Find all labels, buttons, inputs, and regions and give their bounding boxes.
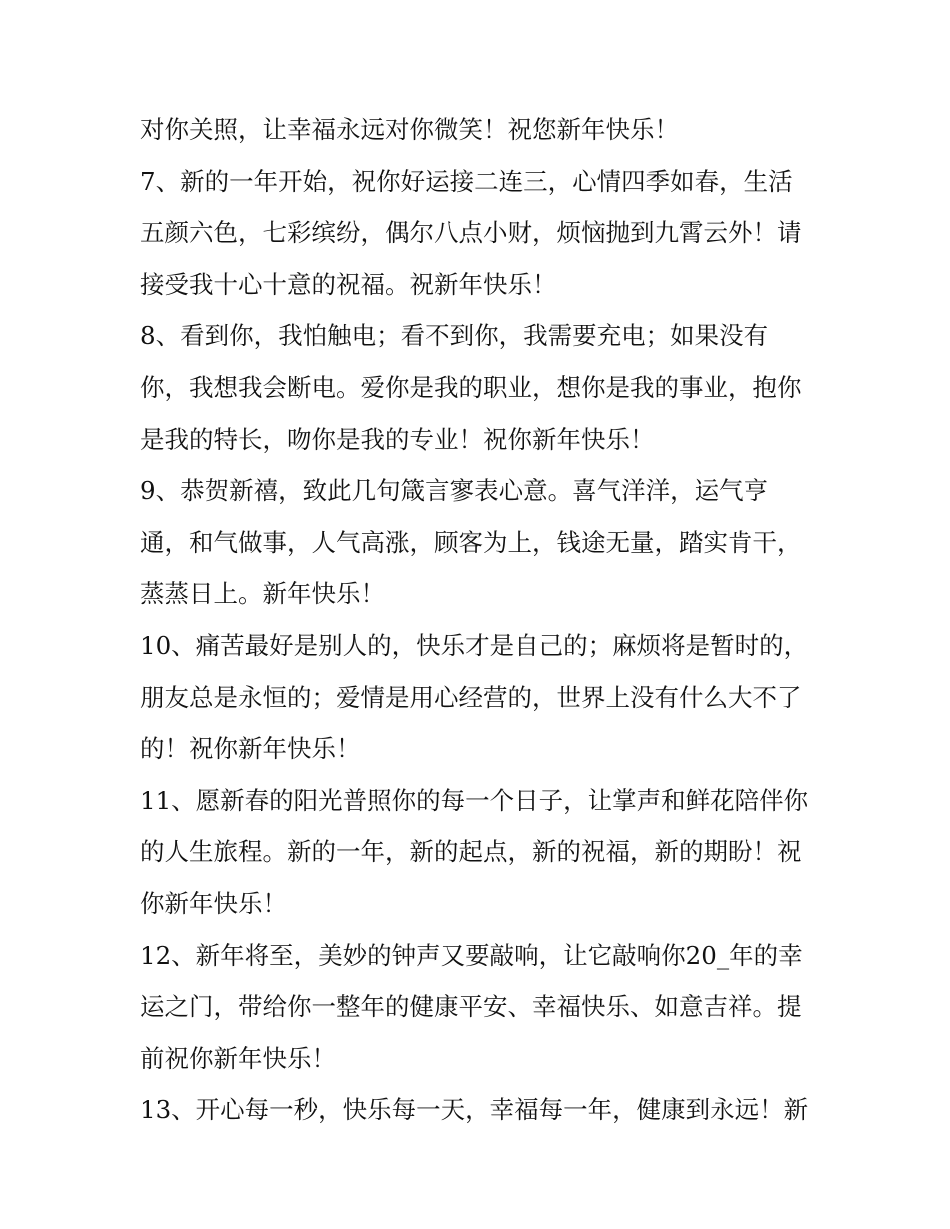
text-line: 你，我想我会断电。爱你是我的职业，想你是我的事业，抱你	[140, 372, 802, 402]
text-line: 接受我十心十意的祝福。祝新年快乐！	[140, 269, 557, 299]
text-line: 通，和气做事，人气高涨，顾客为上，钱途无量，踏实肯干，	[140, 527, 802, 557]
text-line: 13、开心每一秒，快乐每一天，幸福每一年，健康到永远！新	[140, 1095, 809, 1125]
text-line: 7、新的一年开始，祝你好运接二连三，心情四季如春，生活	[140, 166, 793, 196]
text-line: 五颜六色，七彩缤纷，偶尔八点小财，烦恼抛到九霄云外！请	[140, 218, 802, 248]
text-line: 9、恭贺新禧，致此几句箴言寥表心意。喜气洋洋，运气亨	[140, 476, 769, 506]
text-line: 10、痛苦最好是别人的，快乐才是自己的；麻烦将是暂时的，	[140, 630, 809, 660]
text-line: 运之门，带给你一整年的健康平安、幸福快乐、如意吉祥。提	[140, 992, 802, 1022]
text-line: 12、新年将至，美妙的钟声又要敲响，让它敲响你20_年的幸	[140, 940, 803, 970]
text-line: 的人生旅程。新的一年，新的起点，新的祝福，新的期盼！祝	[140, 837, 802, 867]
text-line: 蒸蒸日上。新年快乐！	[140, 579, 385, 609]
text-line: 8、看到你，我怕触电；看不到你，我需要充电；如果没有	[140, 321, 769, 351]
body-text	[140, 108, 812, 1140]
text-line: 前祝你新年快乐！	[140, 1043, 336, 1073]
text-line: 你新年快乐！	[140, 888, 287, 918]
text-line: 是我的特长，吻你是我的专业！祝你新年快乐！	[140, 424, 655, 454]
text-line: 朋友总是永恒的；爱情是用心经营的，世界上没有什么大不了	[140, 682, 802, 712]
text-line: 对你关照，让幸福永远对你微笑！祝您新年快乐！	[140, 115, 679, 144]
text-line: 的！祝你新年快乐！	[140, 734, 361, 764]
text-line: 11、愿新春的阳光普照你的每一个日子，让掌声和鲜花陪伴你	[140, 785, 809, 815]
